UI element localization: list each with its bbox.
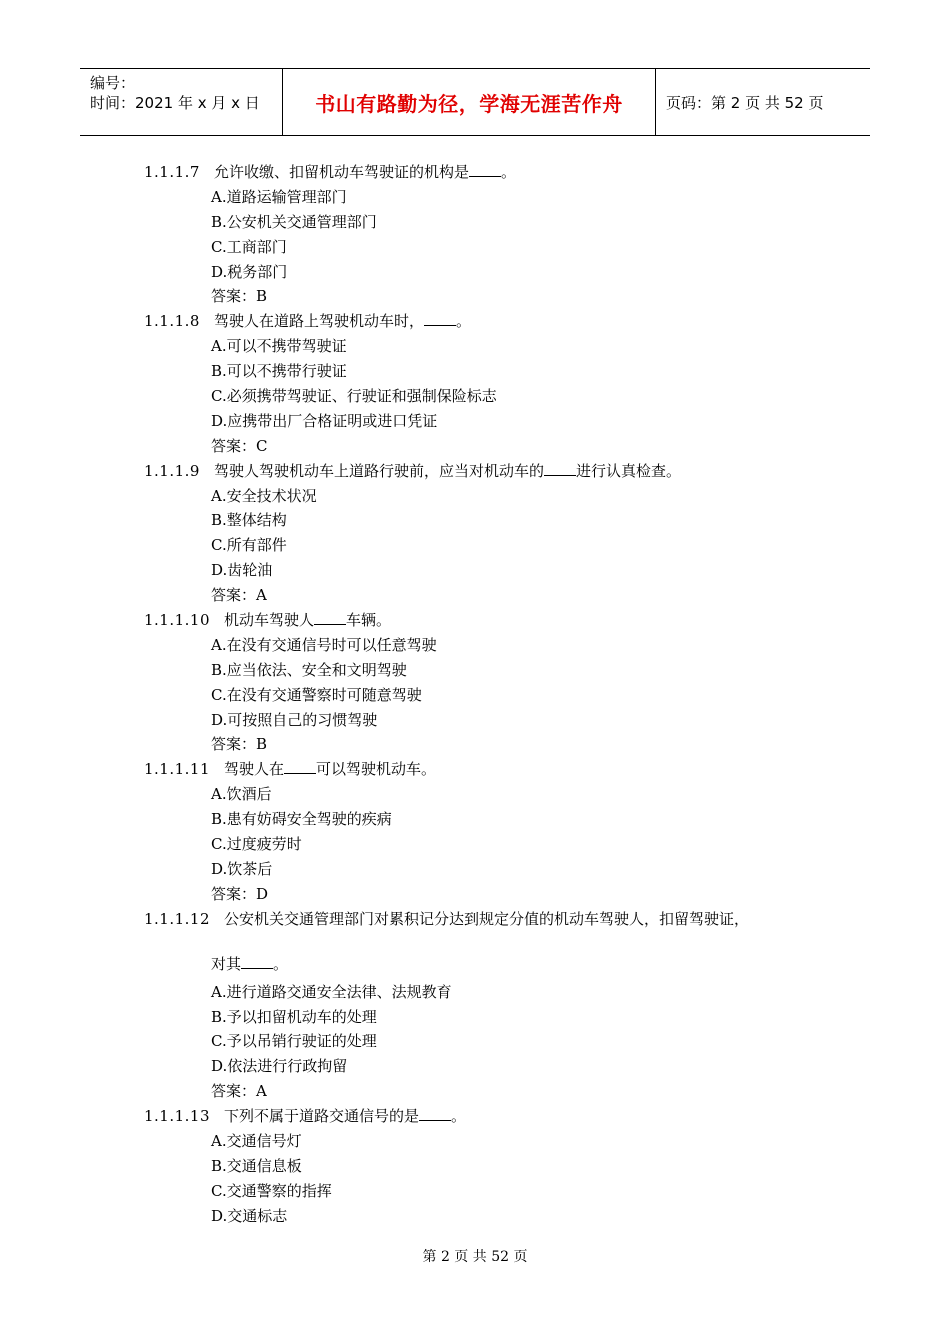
- question-list: [144, 160, 864, 1229]
- question-stem: [144, 907, 864, 932]
- option-d: D.饮茶后: [211, 859, 273, 878]
- option-a: A.进行道路交通安全法律、法规教育: [211, 982, 452, 1001]
- option-c: C.交通警察的指挥: [211, 1181, 332, 1200]
- option-a: A.饮酒后: [211, 785, 272, 804]
- option-a: A.道路运输管理部门: [211, 187, 347, 206]
- document-number-label: 编号：: [90, 74, 136, 92]
- answer-line: 答案：A: [211, 1082, 267, 1101]
- answer-blank: [419, 1108, 451, 1121]
- option-d: D.税务部门: [211, 262, 288, 281]
- question-text-continued: 对其: [211, 954, 242, 973]
- question-text-end: 。: [273, 954, 289, 973]
- option-b: B.公安机关交通管理部门: [211, 212, 377, 231]
- option-b: B.予以扣留机动车的处理: [211, 1007, 377, 1026]
- question-text: 驾驶人在: [224, 760, 285, 779]
- page-footer: 第 2 页 共 52 页: [422, 1249, 528, 1265]
- answer-blank: [314, 612, 346, 625]
- option-c: C.在没有交通警察时可随意驾驶: [211, 685, 422, 704]
- option-b: B.患有妨碍安全驾驶的疾病: [211, 810, 392, 829]
- answer-blank: [284, 761, 316, 774]
- question-stem-continuation: [144, 932, 864, 978]
- option-c: C.所有部件: [211, 536, 287, 555]
- option-d: D.交通标志: [211, 1206, 288, 1225]
- question-number: 1.1.1.8: [144, 312, 200, 331]
- question-number: 1.1.1.11: [144, 760, 211, 779]
- option-c: C.过度疲劳时: [211, 835, 302, 854]
- question-number: 1.1.1.10: [144, 611, 211, 630]
- answer-line: 答案：A: [211, 586, 267, 605]
- question-text: 机动车驾驶人: [224, 611, 315, 630]
- header-info-cell: [80, 69, 283, 135]
- answer-blank: [544, 463, 576, 476]
- answer-blank: [424, 313, 456, 326]
- header-page-indicator: 页码：第 2 页 共 52 页: [666, 93, 824, 112]
- question-text: 下列不属于道路交通信号的是: [224, 1107, 420, 1126]
- question-text: 允许收缴、扣留机动车驾驶证的机构是: [213, 163, 469, 181]
- option-b: B.可以不携带行驶证: [211, 362, 347, 381]
- answer-blank: [469, 164, 501, 177]
- answer-line: 答案：B: [211, 735, 268, 754]
- question-stem: [144, 757, 864, 782]
- option-a: A.可以不携带驾驶证: [211, 337, 347, 356]
- question-number: 1.1.1.13: [144, 1107, 211, 1126]
- header-motto: 书山有路勤为径，学海无涯苦作舟: [283, 69, 656, 135]
- question-text-end: 。: [451, 1107, 467, 1126]
- question-text-end: 。: [456, 312, 472, 331]
- answer-line: 答案：B: [211, 287, 268, 306]
- answer-blank: [241, 956, 273, 969]
- question-number: 1.1.1.9: [144, 461, 200, 480]
- question-stem: [144, 309, 864, 334]
- option-c: C.予以吊销行驶证的处理: [211, 1032, 377, 1051]
- answer-line: 答案：D: [211, 884, 269, 903]
- question-number: 1.1.1.12: [144, 909, 211, 928]
- option-d: D.依法进行行政拘留: [211, 1057, 348, 1076]
- option-d: D.齿轮油: [211, 561, 273, 580]
- question-number: 1.1.1.7: [144, 163, 200, 181]
- option-c: C.工商部门: [211, 237, 287, 256]
- question-text: 驾驶人在道路上驾驶机动车时，: [213, 312, 424, 331]
- option-d: D.应携带出厂合格证明或进口凭证: [211, 411, 438, 430]
- option-b: B.整体结构: [211, 511, 287, 530]
- question-stem: [144, 1104, 864, 1129]
- option-b: B.交通信息板: [211, 1156, 302, 1175]
- option-c: C.必须携带驾驶证、行驶证和强制保险标志: [211, 387, 497, 406]
- option-a: A.交通信号灯: [211, 1131, 302, 1150]
- question-text: 驾驶人驾驶机动车上道路行驶前，应当对机动车的: [213, 461, 544, 480]
- question-text: 公安机关交通管理部门对累积记分达到规定分值的机动车驾驶人，扣留驾驶证，: [224, 909, 750, 928]
- option-a: A.在没有交通信号时可以任意驾驶: [211, 635, 437, 654]
- option-a: A.安全技术状况: [211, 486, 317, 505]
- question-text-end: 。: [501, 163, 517, 181]
- document-time-label: 时间：2021 年 x 月 x 日: [90, 94, 260, 112]
- page-header: [80, 68, 870, 136]
- question-text-end: 车辆。: [346, 611, 392, 630]
- question-text-end: 可以驾驶机动车。: [316, 760, 437, 779]
- question-stem: [144, 608, 864, 633]
- question-stem: [144, 160, 864, 185]
- question-stem: [144, 459, 864, 484]
- option-b: B.应当依法、安全和文明驾驶: [211, 660, 407, 679]
- question-text-end: 进行认真检查。: [576, 461, 682, 480]
- option-d: D.可按照自己的习惯驾驶: [211, 710, 378, 729]
- answer-line: 答案：C: [211, 436, 268, 455]
